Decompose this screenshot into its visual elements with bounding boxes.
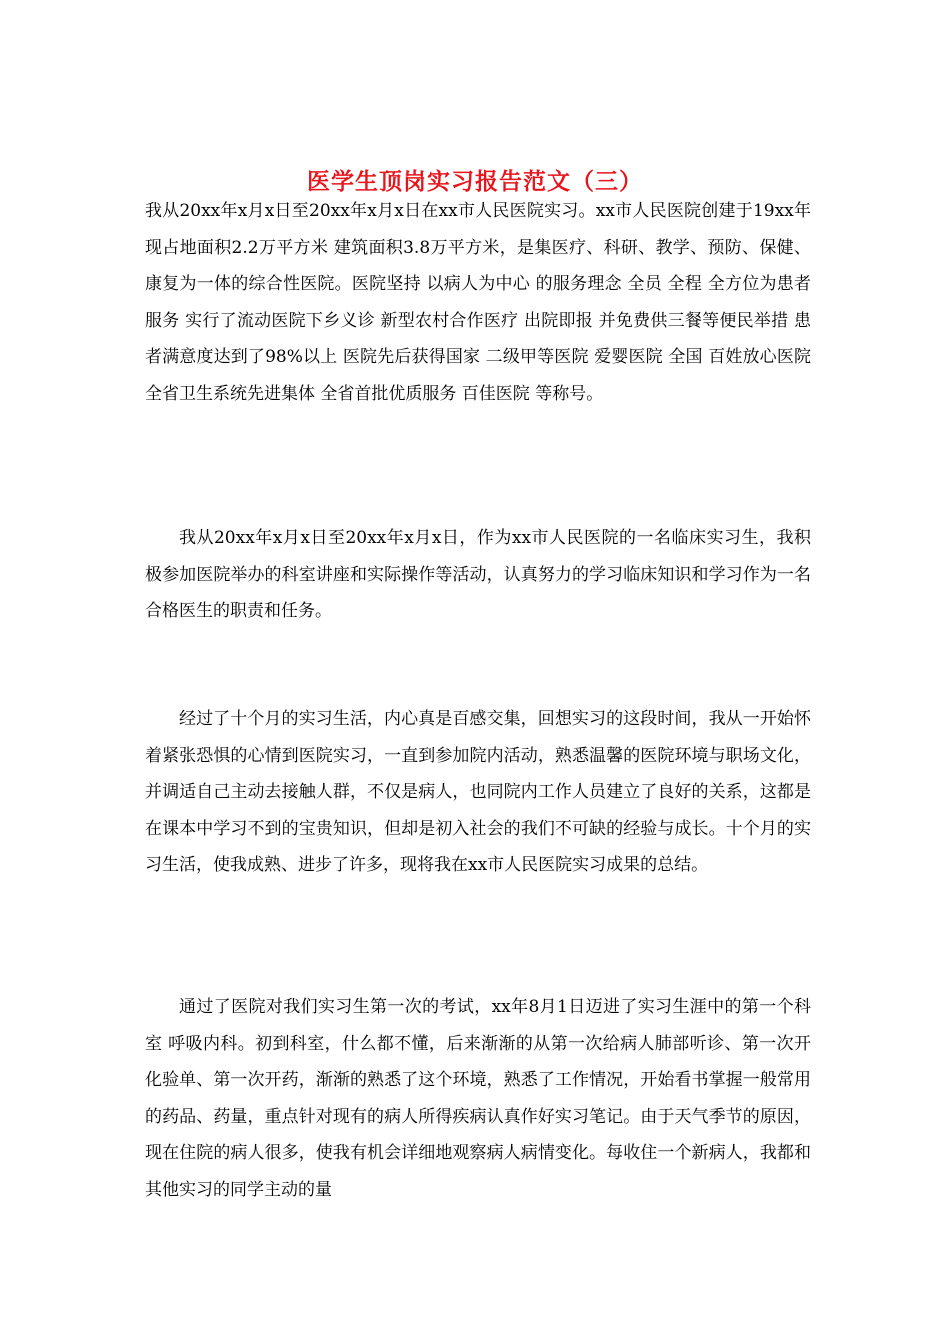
paragraph-respiratory-dept: 通过了医院对我们实习生第一次的考试，xx年8月1日迈进了实习生涯中的第一个科室 呼吸内科。初到科室，什么都不懂，后来渐渐的从第一次给病人肺部听诊、第一次开化验单、第一次开药，渐渐的熟悉了这个环境，熟悉了工作情况，开始看书掌握一般常用的药品、药量，重点针对现有的病人所得疾病认真作好实习笔记。由于天气季节的原因，现在住院的病人很多，使我有机会详细地观察病人病情变化。每收住一个新病人，我都和其他实习的同学主动的量 xyxy=(145,997,811,1200)
paragraph-hospital-intro: 我从20xx年x月x日至20xx年x月x日在xx市人民医院实习。xx市人民医院创建于19xx年 现占地面积2.2万平方米 建筑面积3.8万平方米，是集医疗、科研、教学、预防、保健、康复为一体的综合性医院。医院坚持 以病人为中心 的服务理念 全员 全程 全方位为患者服务 实行了流动医院下乡义诊 新型农村合作医疗 出院即报 并免费供三餐等便民举措 患者满意度达到了98%以上 医院先后获得国家 二级甲等医院 爱婴医院 全国 百姓放心医院 全省卫生系统先进集体 全省首批优质服务 百佳医院 等称号。 xyxy=(145,201,811,404)
paragraph-internship-period: 我从20xx年x月x日至20xx年x月x日，作为xx市人民医院的一名临床实习生，我积极参加医院举办的科室讲座和实际操作等活动，认真努力的学习临床知识和学习作为一名合格医生的职责和任务。 xyxy=(145,528,811,621)
document-title: 医学生顶岗实习报告范文（三） xyxy=(307,168,643,196)
paragraph-reflection: 经过了十个月的实习生活，内心真是百感交集，回想实习的这段时间，我从一开始怀着紧张恐惧的心情到医院实习，一直到参加院内活动，熟悉温馨的医院环境与职场文化，并调适自己主动去接触人群，不仅是病人，也同院内工作人员建立了良好的关系，这都是在课本中学习不到的宝贵知识，但却是初入社会的我们不可缺的经验与成长。十个月的实习生活，使我成熟、进步了许多，现将我在xx市人民医院实习成果的总结。 xyxy=(145,709,811,875)
